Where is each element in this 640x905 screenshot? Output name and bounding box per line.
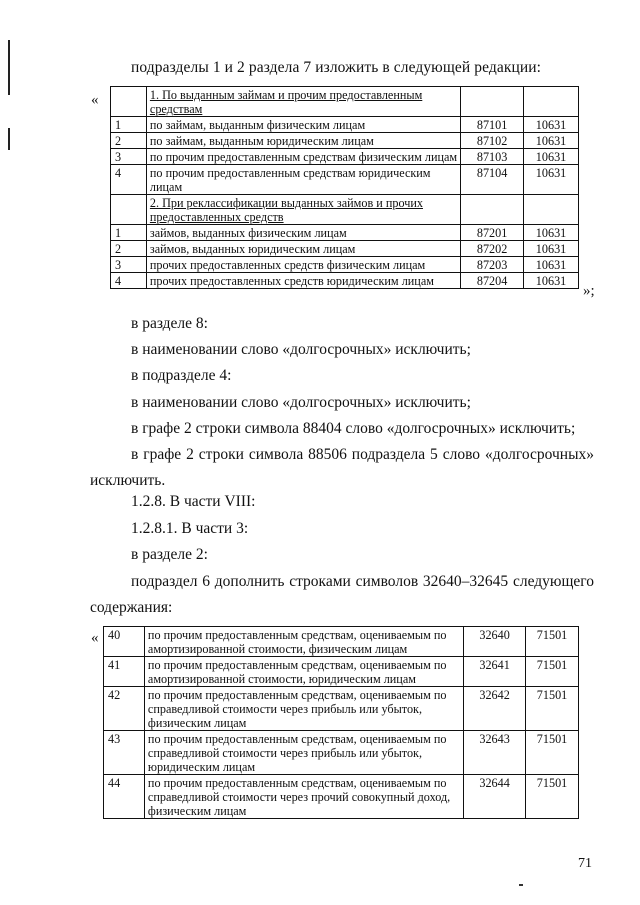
table-row: 41 по прочим предоставленным средствам, оцениваемым по амортизированной стоимости, юридическим лицам 32641 71501 bbox=[104, 657, 579, 687]
scan-edge-mark bbox=[8, 40, 10, 95]
paragraph: в графе 2 строки символа 88506 подраздела 5 слово «долгосрочных» bbox=[131, 446, 594, 463]
table1-close-quote: »; bbox=[583, 283, 595, 299]
paragraph: в подразделе 4: bbox=[131, 367, 232, 384]
scan-speck bbox=[519, 884, 523, 886]
table-row: 43 по прочим предоставленным средствам, оцениваемым по справедливой стоимости через прибыль или убыток, юридическим лицам 32643 71501 bbox=[104, 731, 579, 775]
table-row bbox=[111, 87, 579, 117]
table1-open-quote: « bbox=[91, 92, 99, 108]
table-row: 44 по прочим предоставленным средствам, оцениваемым по справедливой стоимости через прочий совокупный доход, физическим лицам 32644 71501 bbox=[104, 775, 579, 819]
paragraph: в разделе 2: bbox=[131, 546, 208, 563]
paragraph: в графе 2 строки символа 88404 слово «долгосрочных» исключить; bbox=[131, 420, 576, 437]
page-number: 71 bbox=[578, 856, 592, 871]
table-row: 40 по прочим предоставленным средствам, оцениваемым по амортизированной стоимости, физическим лицам 32640 71501 bbox=[104, 627, 579, 657]
table-row: 4 прочих предоставленных средств юридическим лицам 87204 10631 bbox=[111, 273, 579, 289]
table-section-7 bbox=[110, 86, 579, 289]
table-row: 4 по прочим предоставленным средствам юридическим лицам 87104 10631 bbox=[111, 165, 579, 195]
table-row: 1 займов, выданных физическим лицам 87201 10631 bbox=[111, 225, 579, 241]
table-row: 2 займов, выданных юридическим лицам 87202 10631 bbox=[111, 241, 579, 257]
paragraph-continuation: содержания: bbox=[90, 599, 173, 616]
paragraph: в наименовании слово «долгосрочных» исключить; bbox=[131, 341, 471, 358]
table-row: 42 по прочим предоставленным средствам, оцениваемым по справедливой стоимости через прибыль или убыток, физическим лицам 32642 71501 bbox=[104, 687, 579, 731]
paragraph-continuation: исключить. bbox=[90, 472, 166, 489]
scan-edge-mark bbox=[8, 128, 10, 150]
section-heading: 1.2.8.1. В части 3: bbox=[131, 520, 249, 537]
table-row: 2 по займам, выданным юридическим лицам 87102 10631 bbox=[111, 133, 579, 149]
table-row: 3 прочих предоставленных средств физическим лицам 87203 10631 bbox=[111, 257, 579, 273]
section-heading: 1.2.8. В части VIII: bbox=[131, 493, 256, 510]
paragraph: подраздел 6 дополнить строками символов 32640–32645 следующего bbox=[131, 573, 594, 590]
table-cell-heading: 1. По выданным займам и прочим предоставленным средствам bbox=[146, 87, 460, 117]
paragraph: в разделе 8: bbox=[131, 315, 208, 332]
intro-text: подразделы 1 и 2 раздела 7 изложить в следующей редакции: bbox=[131, 59, 542, 76]
table-cell-heading: 2. При реклассификации выданных займов и прочих предоставленных средств bbox=[146, 195, 460, 225]
table-row: 1 по займам, выданным физическим лицам 87101 10631 bbox=[111, 117, 579, 133]
table-subsection-6 bbox=[103, 626, 579, 819]
table-row: 3 по прочим предоставленным средствам физическим лицам 87103 10631 bbox=[111, 149, 579, 165]
table2-open-quote: « bbox=[91, 630, 99, 646]
paragraph: в наименовании слово «долгосрочных» исключить; bbox=[131, 394, 471, 411]
table-row bbox=[111, 195, 579, 225]
